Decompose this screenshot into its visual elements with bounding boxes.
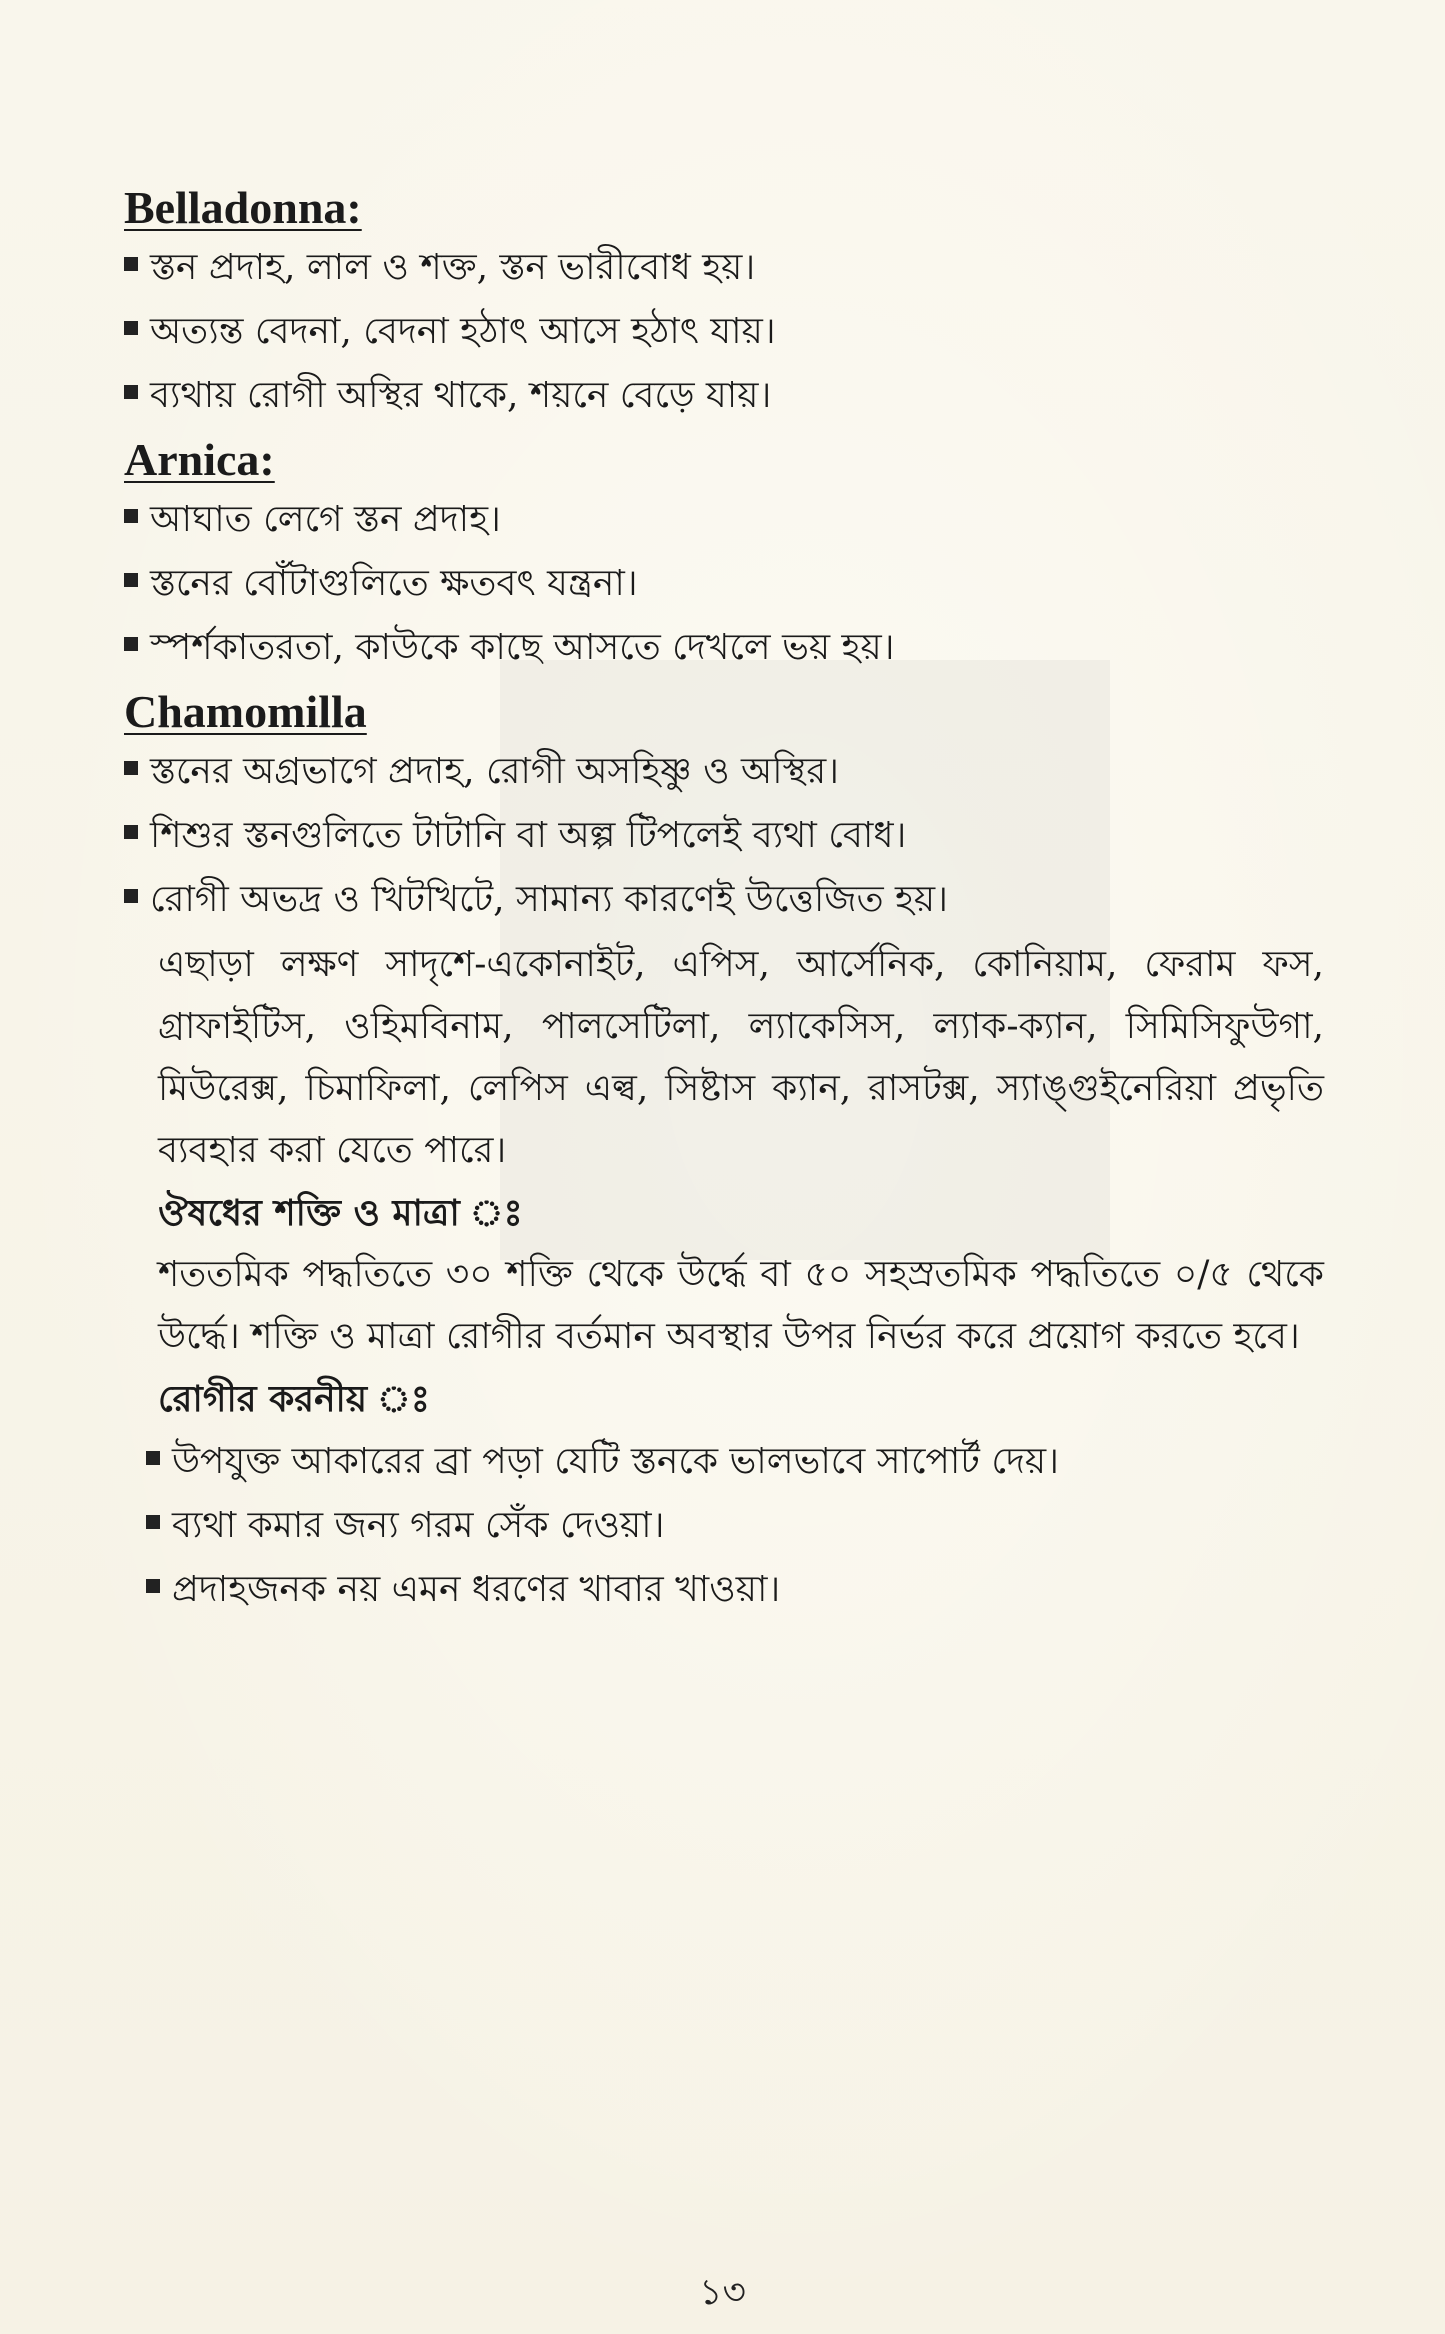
list-item-text: ব্যথায় রোগী অস্থির থাকে, শয়নে বেড়ে যায়। (150, 375, 772, 416)
list-item (146, 1430, 1324, 1494)
remedy-heading: Arnica: (124, 434, 275, 485)
potency-heading: ঔষধের শক্তি ও মাত্রা ঃ (158, 1192, 523, 1234)
bullet-square-icon (124, 573, 138, 587)
list-item (124, 488, 1324, 552)
list-item (124, 236, 1324, 300)
page-number: ১৩ (699, 2272, 746, 2313)
bullet-square-icon (124, 385, 138, 399)
list-item-text: শিশুর স্তনগুলিতে টাটানি বা অল্প টিপলেই ব্যথা বোধ। (150, 815, 907, 856)
list-item (124, 740, 1324, 804)
list-item-text: উপযুক্ত আকারের ব্রা পড়া যেটি স্তনকে ভালভাবে সাপোর্ট দেয়। (172, 1441, 1059, 1482)
list-item (124, 868, 1324, 932)
list-item-text: স্তনের অগ্রভাগে প্রদাহ, রোগী অসহিষ্ণু ও অস্থির। (150, 751, 840, 792)
bullet-square-icon (146, 1451, 160, 1465)
list-item (124, 616, 1324, 680)
bullet-square-icon (124, 321, 138, 335)
list-item-text: স্পর্শকাতরতা, কাউকে কাছে আসতে দেখলে ভয় হয়। (150, 627, 895, 668)
bullet-square-icon (124, 509, 138, 523)
bullet-square-icon (124, 637, 138, 651)
patient-care-heading: রোগীর করনীয় ঃ (158, 1378, 430, 1420)
remedy-heading: Belladonna: (124, 182, 362, 233)
page-content (124, 180, 1324, 1622)
bullet-square-icon (146, 1515, 160, 1529)
symptom-list (124, 488, 1324, 680)
list-item (124, 552, 1324, 616)
symptom-list (124, 740, 1324, 932)
section-arnica (124, 432, 1324, 680)
section-chamomilla (124, 684, 1324, 932)
list-item (146, 1494, 1324, 1558)
bullet-square-icon (124, 761, 138, 775)
list-item-text: ব্যথা কমার জন্য গরম সেঁক দেওয়া। (172, 1505, 665, 1546)
bullet-square-icon (146, 1579, 160, 1593)
bullet-square-icon (124, 889, 138, 903)
potency-paragraph: শততমিক পদ্ধতিতে ৩০ শক্তি থেকে উর্দ্ধে বা ৫০ সহস্রতমিক পদ্ধতিতে ০/৫ থেকে উর্দ্ধে। শক্তি ও মাত্রা রোগীর বর্তমান অবস্থার উপর নির্ভর করে প্রয়োগ করতে হবে। (158, 1254, 1324, 1357)
list-item (124, 300, 1324, 364)
symptom-list (124, 236, 1324, 428)
section-belladonna (124, 180, 1324, 428)
bullet-square-icon (124, 825, 138, 839)
list-item-text: স্তন প্রদাহ, লাল ও শক্ত, স্তন ভারীবোধ হয়। (150, 247, 756, 288)
remedy-heading: Chamomilla (124, 686, 367, 737)
list-item (124, 804, 1324, 868)
list-item-text: আঘাত লেগে স্তন প্রদাহ। (150, 499, 501, 540)
other-remedies-paragraph: এছাড়া লক্ষণ সাদৃশে-একোনাইট, এপিস, আর্সেনিক, কোনিয়াম, ফেরাম ফস, গ্রাফাইটিস, ওহিমবিনাম, পালসেটিলা, ল্যাকেসিস, ল্যাক-ক্যান, সিমিসিফুউগা, মিউরেক্স, চিমাফিলা, লেপিস এল্ব, সিষ্টাস ক্যান, রাসটক্স, স্যাঙ্গুইনেরিয়া প্রভৃতি ব্যবহার করা যেতে পারে। (158, 944, 1324, 1171)
list-item-text: স্তনের বোঁটাগুলিতে ক্ষতবৎ যন্ত্রনা। (150, 563, 638, 604)
list-item-text: প্রদাহজনক নয় এমন ধরণের খাবার খাওয়া। (172, 1569, 781, 1610)
list-item-text: রোগী অভদ্র ও খিটখিটে, সামান্য কারণেই উত্তেজিত হয়। (150, 879, 949, 920)
list-item-text: অত্যন্ত বেদনা, বেদনা হঠাৎ আসে হঠাৎ যায়। (150, 311, 776, 352)
list-item (124, 364, 1324, 428)
bullet-square-icon (124, 257, 138, 271)
list-item (146, 1558, 1324, 1622)
patient-care-list (124, 1430, 1324, 1622)
